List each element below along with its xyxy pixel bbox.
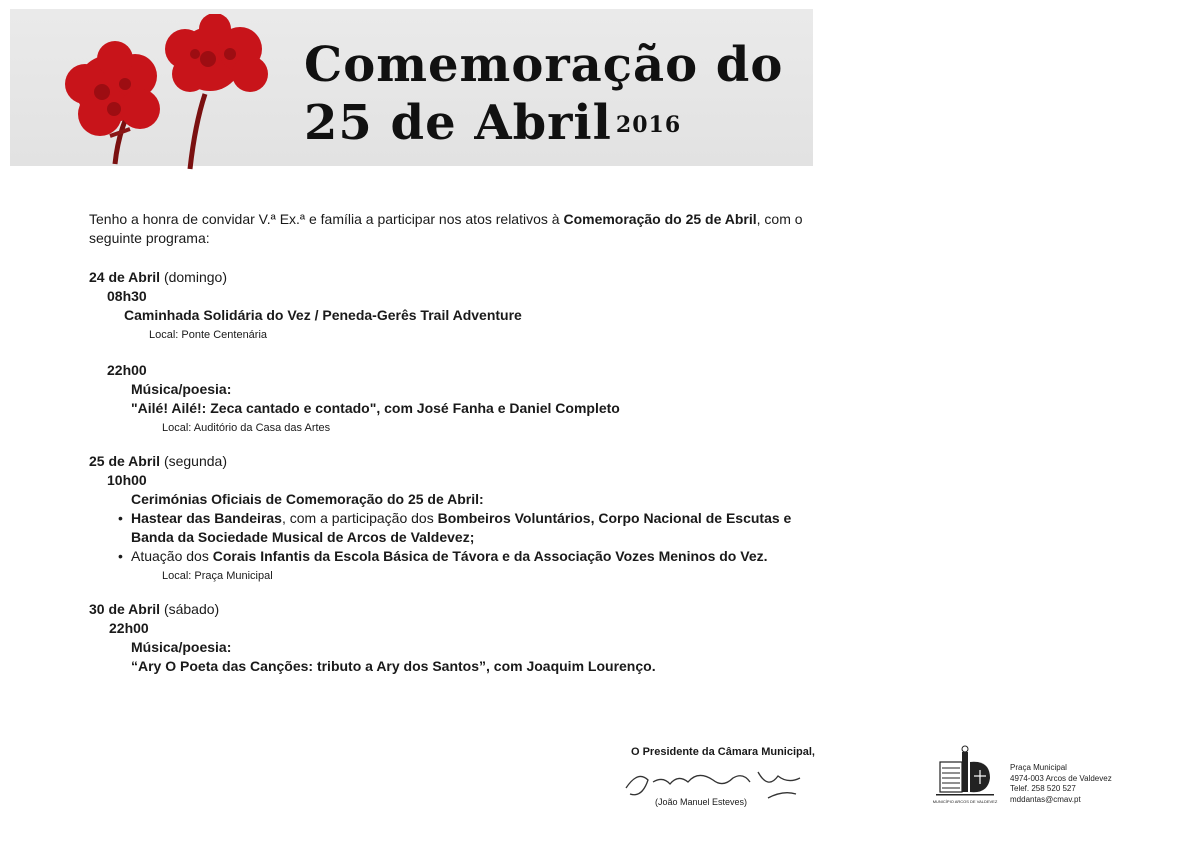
contact-info	[1010, 763, 1112, 805]
intro-text-end: , com o seguinte programa:	[89, 211, 803, 246]
event-title: Caminhada Solidária do Vez / Peneda-Gerês Trail Adventure	[124, 307, 522, 323]
banner-title-line2	[304, 94, 783, 152]
event-category: Música/poesia:	[131, 381, 232, 397]
spacer	[89, 343, 814, 361]
day-date: 25 de Abril	[89, 453, 161, 469]
spacer	[89, 584, 814, 600]
list-item	[131, 509, 814, 547]
event-title: “Ary O Poeta das Canções: tributo a Ary dos Santos”, com Joaquim Lourenço.	[131, 658, 656, 674]
day-weekday: (domingo)	[160, 269, 227, 285]
event-time: 08h30	[107, 288, 147, 304]
intro-bold: Comemoração do 25 de Abril	[563, 211, 757, 227]
day-heading	[89, 268, 814, 287]
bullet-text: Atuação dos	[131, 548, 213, 564]
day-weekday: (segunda)	[160, 453, 227, 469]
banner-year: 2016	[615, 112, 682, 138]
day-weekday: (sábado)	[160, 601, 220, 617]
banner-title	[304, 36, 783, 152]
bullet-text: , com a participação dos	[281, 510, 438, 526]
contact-phone: Telef. 258 520 527	[1010, 784, 1076, 793]
carnation-flowers-image	[40, 14, 290, 174]
banner-title-text: 25 de Abril	[304, 95, 612, 151]
municipality-logo	[932, 742, 998, 808]
event-title: "Ailé! Ailé!: Zeca cantado e contado", com José Fanha e Daniel Completo	[131, 400, 620, 416]
banner-title-line1: Comemoração do	[304, 37, 784, 93]
intro-text: Tenho a honra de convidar V.ª Ex.ª e família a participar nos atos relativos à	[89, 211, 564, 227]
signature-block	[600, 746, 815, 816]
bullet-bold: Corais Infantis da Escola Básica de Távora e da Associação Vozes Meninos do Vez.	[212, 548, 768, 564]
day-date: 30 de Abril	[89, 601, 161, 617]
list-item	[131, 547, 814, 566]
contact-address: Praça Municipal	[1010, 763, 1067, 772]
intro-paragraph	[89, 210, 814, 248]
svg-text:MUNICÍPIO ARCOS DE VALDEVEZ: MUNICÍPIO ARCOS DE VALDEVEZ	[932, 799, 998, 804]
spacer	[89, 436, 814, 452]
event-category: Música/poesia:	[131, 639, 232, 655]
header-banner	[10, 9, 813, 166]
signature-title: O Presidente da Câmara Municipal,	[630, 746, 815, 758]
event-location: Local: Praça Municipal	[162, 570, 273, 582]
bullet-bold: Bombeiros Voluntários, Corpo Nacional de Escutas e Banda da Sociedade Musical de Arcos de Valdevez;	[131, 510, 792, 545]
event-bullet-list	[89, 509, 814, 566]
event-location: Local: Auditório da Casa das Artes	[162, 422, 331, 434]
day-heading	[89, 600, 814, 619]
invitation-content	[89, 210, 814, 676]
bullet-bold: Hastear das Bandeiras	[131, 510, 282, 526]
event-time: 22h00	[109, 620, 149, 636]
event-location: Local: Ponte Centenária	[149, 329, 268, 341]
contact-postal: 4974-003 Arcos de Valdevez	[1010, 773, 1112, 783]
day-heading	[89, 452, 814, 471]
event-title: Cerimónias Oficiais de Comemoração do 25 de Abril:	[131, 491, 484, 507]
contact-email: mddantas@cmav.pt	[1010, 794, 1081, 804]
day-date: 24 de Abril	[89, 269, 161, 285]
event-time: 10h00	[107, 472, 147, 488]
signer-name: (João Manuel Esteves)	[655, 797, 748, 807]
event-time: 22h00	[107, 362, 147, 378]
